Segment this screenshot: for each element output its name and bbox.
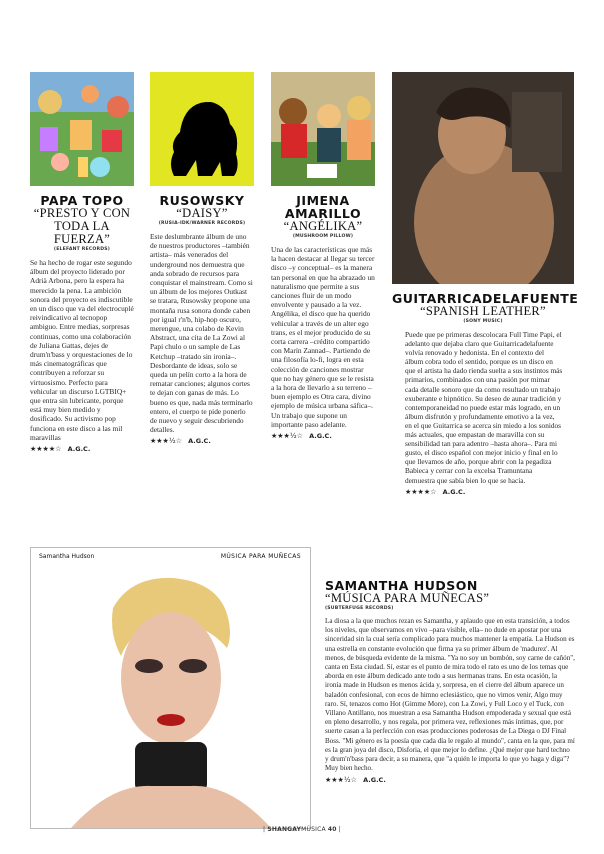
album-title: “ANGÉLIKA” — [283, 219, 363, 233]
rating — [150, 437, 254, 445]
artist-name: SAMANTHA HUDSON — [325, 578, 478, 593]
record-label: (SUBTERFUGE RECORDS) — [325, 606, 394, 611]
rating — [405, 488, 563, 496]
album-cover-jimena — [271, 72, 375, 186]
footer-brand: SHANGAY — [267, 826, 302, 833]
artist-name: RUSOWSKY — [159, 193, 245, 208]
cover-album-title: MÚSICA PARA MUÑECAS — [220, 553, 301, 560]
review-author: A.G.C. — [188, 437, 211, 446]
review-author: A.G.C. — [442, 487, 466, 496]
album-title: “PRESTO Y CON TODA LA FUERZA” — [33, 206, 131, 246]
rating — [271, 432, 375, 440]
review-jimena-amarillo — [271, 72, 375, 440]
painting-art — [30, 72, 134, 186]
album-cover-papa-topo — [30, 72, 134, 186]
rating-stars: ★★★½☆ — [325, 776, 357, 785]
rating-stars: ★★★★☆ — [30, 445, 62, 454]
gorilla-art — [150, 72, 254, 186]
review-author: A.G.C. — [67, 445, 91, 454]
review-body: Puede que pe primeras descolocara Full Time Papi, el adelanto que dejaba claro que Guitarricadelafuente volvía renovado y hedonista. En el contexto del álbum cobra todo el sentido, porque es un disco en que el artista ha dado rienda suelta a sus instintos más primarios, combinados con una pasión por mimar cada detalle sonoro que da como resultado un trabajo exuberante e hipnótico. Su deseo de aunar tradición y contemporaneidad no puede estar más logrado, en un álbum disfrutón y profundamente emotivo a la vez, en el que Guitarrica se acerca sin miedo a los sonidos más actuales, que empastan de maravilla con su sensibilidad tan para adentro –hasta ahora–. Para mi gusto, el disco español con mejor inicio y final en lo que llevamos de año, porque abrir con la pegadiza Babieca y cerrar con la excelsa Tramuntana demuestra que sabía bien lo que se hacía. — [405, 330, 563, 485]
footer-bracket: | — [263, 826, 268, 833]
rating-stars: ★★★½☆ — [150, 437, 182, 446]
review-body: Este deslumbrante álbum de uno de nuestros productores –también artista– más venerados del underground nos demuestra que anda sobrado de recursos para conquistar el mainstream. Como si un álbum de los mejores Outkast se tratara, Rusowsky propone una montaña rusa sonora donde caben por igual r'n'b, hip-hop oscuro, merengue, una colabo de Kevin Abstract, una cita de La Zowi al Papi chulo o un sample de Las Ketchup –tratado sin ironía–. Desbordante de ideas, solo se queda un pelín corto a la hora de rematar canciones; algunos cortes te dejan con ganas de más. Lo bueno es que, nada más terminarlo entero, el cuerpo te pide ponerlo de nuevo y seguir descubriendo detalles. — [150, 232, 253, 435]
record-label: (RUSIA-IDK/WARNER RECORDS) — [158, 221, 246, 226]
review-rusowsky — [150, 72, 254, 445]
artist-name: GUITARRICADELAFUENTE — [392, 291, 579, 306]
review-author: A.G.C. — [309, 432, 332, 441]
artist-name: JIMENA AMARILLO — [284, 193, 362, 221]
album-cover-samantha-hudson — [30, 547, 311, 829]
record-label: (MUSHROOM PILLOW) — [292, 234, 354, 239]
review-samantha-hudson — [325, 579, 575, 784]
footer-bracket: | — [336, 826, 341, 833]
record-label: (SONY MUSIC) — [463, 319, 503, 324]
record-label: (ELEFANT RECORDS) — [53, 247, 111, 252]
cover-artist-name: Samantha Hudson — [39, 553, 95, 560]
review-papa-topo — [30, 72, 134, 453]
review-guitarricadelafuente — [392, 72, 579, 496]
review-author: A.G.C. — [363, 776, 386, 785]
portrait-photo — [392, 72, 574, 284]
album-title: “DAISY” — [176, 206, 228, 220]
album-title: “SPANISH LEATHER” — [420, 304, 546, 318]
rating — [30, 445, 134, 453]
review-body: Se ha hecho de rogar este segundo álbum del proyecto liderado por Adrià Arbona, pero la espera ha merecido la pena. La ambición sonora del proyecto es indiscutible en un disco que va del electrocuplé reivindicativo al tecnopop ambiguo. Entre medias, sorpresas continuas, como una colaboración de Juliana Gattas, dejes de drum'n'bass y orquestaciones de lo más cinematográficas que contribuyen a reforzar su virtuosismo. Perfecto para vehicular un discurso LGTBIQ+ que entra sin lubricante, porque está muy bien medido y dosificado. Su activismo pop funciona en este disco a las mil maravillas — [30, 258, 134, 442]
page-number: 40 — [327, 826, 337, 833]
review-body: La diosa a la que muchos rezan es Samantha, y aplaudo que en esta transición, a todos los niveles, que observamos en vivo –para visible, ella– no dude en apostar por una sinceridad sin la cual sería complicado para muchos mantener la empatía. La Hudson es una estrella en constante evolución que firma ya su primer álbum de 'madurez'. Al menos, de búsqueda evidente de la misma. "Ya no soy un bombón, soy carne de cañón", canta en Esta ciudad. Sí, estar es el punto de mira todo el rato es uno de los temas que aborda en este álbum dedicado ante todo a sus hermanas trans. En esta ocasión, la ironía made in Hudson es menos ácida y, sorpresa, en el cierre del álbum aparece un baladón confesional, con ecos de himno eclesiástico, que no vimos venir, Algo muy raro. Sí, tenazos como Hot (Gimme More), con La Zowi, y Full Loco y el Tuck, con Villano Antillano, nos muestran a esa Samantha Hudson empoderada y sexual que está en pleno desarrollo, y nos regala, por primera vez, reflexiones más íntimas, que, por suerte casan a la perfección con esas producciones poderosas de La Diega o DJ Final Boss. "Mi género es la poesía que cada día le regalo al mundo", canta en la que, para mí es la gran joya del disco, Disforia, el que mejor lo define. ¿Qué mejor que hard techno y drum'n'bass para decir, a su manera, que "a quién le importa lo que yo haga y diga"? Muy bien hecho. — [325, 617, 575, 773]
rating-stars: ★★★★☆ — [405, 487, 437, 496]
album-title: “MÚSICA PARA MUÑECAS” — [325, 591, 490, 605]
rating — [325, 776, 575, 784]
portrait-photo — [31, 548, 310, 828]
artist-name: PAPA TOPO — [40, 193, 124, 208]
page-footer — [250, 826, 354, 833]
rating-stars: ★★★½☆ — [271, 432, 303, 441]
album-cover-rusowsky — [150, 72, 254, 186]
footer-section: MÚSICA — [301, 826, 326, 833]
review-body: Una de las características que más la hacen destacar al llegar su tercer disco –y conceptual– es la manera tan personal en que ha abrazado un naturalismo que permite a sus canciones fluir de un modo envolvente y pausado a la vez. Angélika, el disco que ha querido vehicular a través de un alter ego trans, es el mejor producido de su corta carrera –crédito compartido con Marín Zannad–. Partiendo de una filosofía lo-fi, logra en esta colección de canciones mostrar que no hay género que se le resista a la hora de llevarlo a su terreno –buen ejemplo es Otra cara, divino ejemplo de música urbana sáfica–. Un trabajo que supone un importante paso adelante. — [271, 245, 375, 429]
painting-art — [271, 72, 375, 186]
album-cover-guitarrica — [392, 72, 574, 284]
